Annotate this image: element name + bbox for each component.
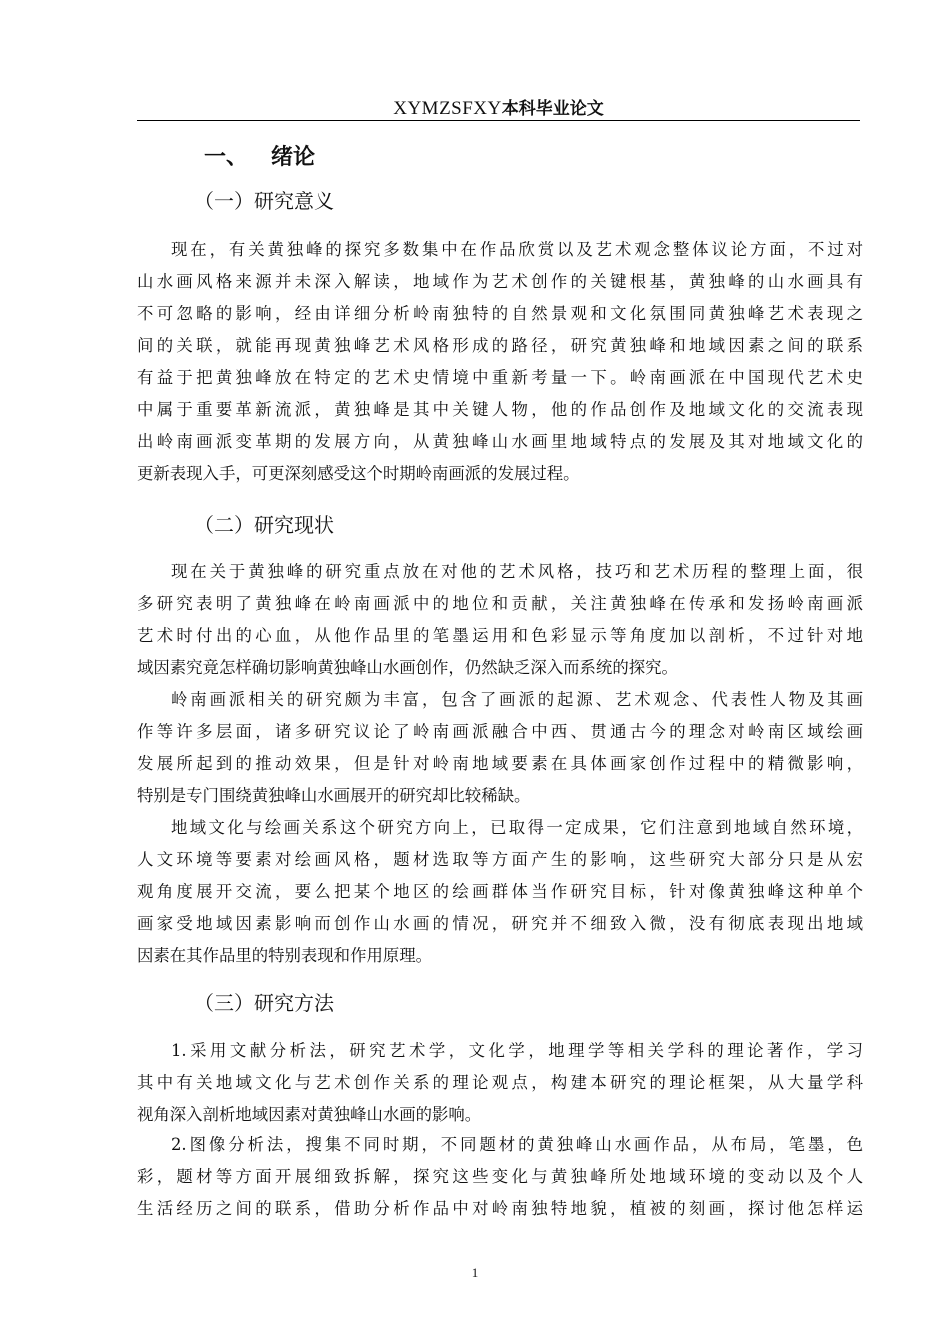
text-line: 间的关联，就能再现黄独峰艺术风格形成的路径，研究黄独峰和地域因素之间的联系 — [137, 336, 863, 355]
section-heading-methods: （三）研究方法 — [194, 991, 334, 1015]
text-line: 特别是专门围绕黄独峰山水画展开的研究却比较稀缺。 — [137, 786, 531, 805]
text-line: 域因素究竟怎样确切影响黄独峰山水画创作，仍然缺乏深入而系统的探究。 — [137, 658, 678, 677]
chapter-title: 绪论 — [271, 145, 316, 170]
section-heading-status: （二）研究现状 — [194, 513, 334, 537]
text-line: 视角深入剖析地域因素对黄独峰山水画的影响。 — [137, 1105, 482, 1124]
chapter-heading — [204, 140, 315, 171]
text-line: 地域文化与绘画关系这个研究方向上，已取得一定成果，它们注意到地域自然环境， — [171, 818, 863, 837]
page-header — [137, 94, 860, 121]
text-line: 1.采用文献分析法，研究艺术学，文化学，地理学等相关学科的理论著作，学习 — [171, 1041, 863, 1060]
text-line: 2.图像分析法，搜集不同时期，不同题材的黄独峰山水画作品，从布局，笔墨，色 — [171, 1135, 863, 1154]
text-line: 人文环境等要素对绘画风格，题材选取等方面产生的影响，这些研究大部分只是从宏 — [137, 850, 863, 869]
paragraph-methods-1 — [137, 1035, 863, 1131]
text-line: 山水画风格来源并未深入解读，地域作为艺术创作的关键根基，黄独峰的山水画具有 — [137, 272, 863, 291]
text-line: 彩，题材等方面开展细致拆解，探究这些变化与黄独峰所处地域环境的变动以及个人 — [137, 1167, 863, 1186]
text-line: 其中有关地域文化与艺术创作关系的理论观点，构建本研究的理论框架，从大量学科 — [137, 1073, 863, 1092]
text-line: 不可忽略的影响，经由详细分析岭南独特的自然景观和文化氛围同黄独峰艺术表现之 — [137, 304, 863, 323]
text-line: 有益于把黄独峰放在特定的艺术史情境中重新考量一下。岭南画派在中国现代艺术史 — [137, 368, 863, 387]
text-line: 中属于重要革新流派，黄独峰是其中关键人物，他的作品创作及地域文化的交流表现 — [137, 400, 863, 419]
paragraph-status-3 — [137, 812, 863, 972]
header-code: XYMZSFXY — [393, 98, 502, 119]
text-line: 多研究表明了黄独峰在岭南画派中的地位和贡献，关注黄独峰在传承和发扬岭南画派 — [137, 594, 863, 613]
text-line: 艺术时付出的心血，从他作品里的笔墨运用和色彩显示等角度加以剖析，不过针对地 — [137, 626, 863, 645]
paragraph-status-1 — [137, 556, 863, 684]
text-line: 生活经历之间的联系，借助分析作品中对岭南独特地貌，植被的刻画，探讨他怎样运 — [137, 1199, 863, 1218]
text-line: 观角度展开交流，要么把某个地区的绘画群体当作研究目标，针对像黄独峰这种单个 — [137, 882, 863, 901]
paragraph-significance — [137, 234, 863, 490]
page-number: 1 — [471, 1265, 479, 1280]
text-line: 画家受地域因素影响而创作山水画的情况，研究并不细致入微，没有彻底表现出地域 — [137, 914, 863, 933]
text-line: 作等许多层面，诸多研究议论了岭南画派融合中西、贯通古今的理念对岭南区域绘画 — [137, 722, 863, 741]
text-line: 因素在其作品里的特别表现和作用原理。 — [137, 946, 433, 965]
text-line: 现在，有关黄独峰的探究多数集中在作品欣赏以及艺术观念整体议论方面，不过对 — [171, 240, 863, 259]
paragraph-methods-2 — [137, 1129, 863, 1225]
chapter-number: 一、 — [204, 145, 249, 170]
paragraph-status-2 — [137, 684, 863, 812]
section-heading-significance: （一）研究意义 — [194, 189, 334, 213]
text-line: 更新表现入手，可更深刻感受这个时期岭南画派的发展过程。 — [137, 464, 580, 483]
text-line: 现在关于黄独峰的研究重点放在对他的艺术风格，技巧和艺术历程的整理上面，很 — [171, 562, 863, 581]
text-line: 岭南画派相关的研究颇为丰富，包含了画派的起源、艺术观念、代表性人物及其画 — [171, 690, 863, 709]
text-line: 出岭南画派变革期的发展方向，从黄独峰山水画里地域特点的发展及其对地域文化的 — [137, 432, 863, 451]
header-title: 本科毕业论文 — [501, 99, 604, 119]
text-line: 发展所起到的推动效果，但是针对岭南地域要素在具体画家创作过程中的精微影响， — [137, 754, 863, 773]
